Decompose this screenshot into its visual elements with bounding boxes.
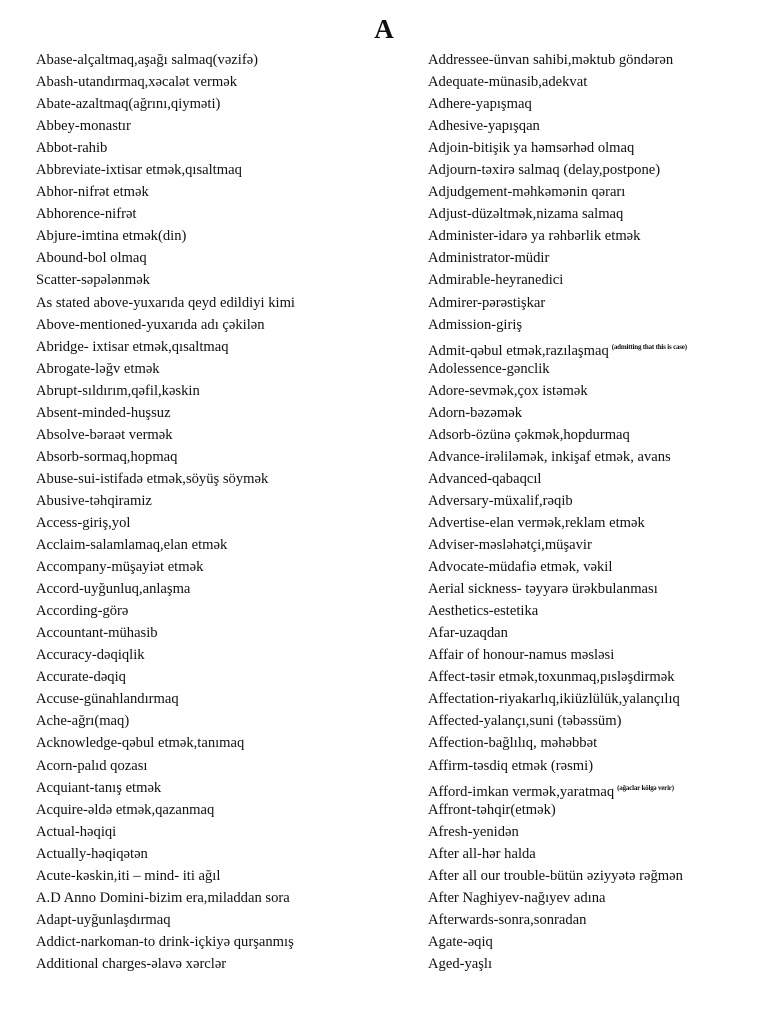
dictionary-entry <box>36 358 406 380</box>
entry-text: Admirable-heyranedici <box>428 272 564 289</box>
entry-text: Adjust-düzəltmək,nizama salmaq <box>428 206 624 223</box>
dictionary-entry <box>428 887 763 909</box>
entry-text: Afterwards-sonra,sonradan <box>428 911 587 928</box>
dictionary-entry <box>36 732 406 754</box>
entry-text: Adhere-yapışmaq <box>428 96 532 113</box>
entry-text: Adjourn-təxirə salmaq (delay,postpone) <box>428 162 661 179</box>
entry-text: Administrator-müdir <box>428 250 550 267</box>
dictionary-entry <box>36 953 406 975</box>
entry-text: Abound-bol olmaq <box>36 250 147 267</box>
entry-text: Accord-uyğunluq,anlaşma <box>36 581 191 598</box>
dictionary-entry <box>428 799 763 821</box>
dictionary-entry <box>428 777 763 799</box>
entry-text: Addict-narkoman-to drink-içkiyə qurşanmış <box>36 933 294 950</box>
dictionary-entry <box>428 755 763 777</box>
entry-text: Abridge- ixtisar etmək,qısaltmaq <box>36 338 229 355</box>
dictionary-entry <box>36 380 406 402</box>
dictionary-entry <box>428 225 763 247</box>
dictionary-entry <box>428 358 763 380</box>
dictionary-entry <box>428 953 763 975</box>
dictionary-entry <box>428 490 763 512</box>
dictionary-entry <box>428 666 763 688</box>
entry-text: Advertise-elan vermək,reklam etmək <box>428 514 645 531</box>
entry-text: After Naghiyev-nağıyev adına <box>428 889 606 906</box>
entry-text: Additional charges-əlavə xərclər <box>36 955 227 972</box>
entry-text: Above-mentioned-yuxarıda adı çəkilən <box>36 316 265 333</box>
dictionary-entry <box>428 269 763 291</box>
dictionary-entry <box>428 49 763 71</box>
entry-text: Abase-alçaltmaq,aşağı salmaq(vəzifə) <box>36 52 259 68</box>
dictionary-entry <box>36 909 406 931</box>
entry-text: Abuse-sui-istifadə etmək,söyüş söymək <box>36 470 269 487</box>
entry-text: Absolve-bəraət vermək <box>36 426 173 443</box>
entry-text: Advocate-müdafiə etmək, vəkil <box>428 559 613 576</box>
entry-text: Acute-kəskin,iti – mind- iti ağıl <box>36 867 221 884</box>
entry-text: Adviser-məsləhətçi,müşavir <box>428 537 592 554</box>
entry-text: Absent-minded-huşsuz <box>36 404 171 421</box>
entry-text: Abhorence-nifrət <box>36 206 137 223</box>
dictionary-entry <box>428 71 763 93</box>
entry-text: Aesthetics-estetika <box>428 603 539 620</box>
dictionary-entry <box>36 137 406 159</box>
dictionary-entry <box>36 49 406 71</box>
entry-text: Afresh-yenidən <box>428 823 519 840</box>
entry-text: Affect-təsir etmək,toxunmaq,pısləşdirmək <box>428 669 675 686</box>
dictionary-entry <box>428 468 763 490</box>
entry-text: Admission-giriş <box>428 316 523 333</box>
entry-text: Adolessence-gənclik <box>428 360 550 377</box>
entry-text: Afford-imkan vermək,yaratmaq <box>428 783 615 800</box>
dictionary-entry <box>36 292 406 314</box>
entry-text: Affectation-riyakarlıq,ikiüzlülük,yalançılıq <box>428 691 680 708</box>
entry-text: Acknowledge-qəbul etmək,tanımaq <box>36 735 245 752</box>
dictionary-entry <box>36 490 406 512</box>
dictionary-entry <box>36 710 406 732</box>
entry-text: Adjudgement-məhkəmənin qərarı <box>428 184 626 201</box>
entry-text: Affair of honour-namus məsləsi <box>428 647 615 664</box>
dictionary-entry <box>428 821 763 843</box>
dictionary-entry <box>428 688 763 710</box>
dictionary-entry <box>428 314 763 336</box>
entry-text: Absorb-sormaq,hopmaq <box>36 448 178 465</box>
dictionary-entry <box>36 578 406 600</box>
dictionary-entry <box>428 600 763 622</box>
entry-text: Scatter-səpələnmək <box>36 272 150 289</box>
entry-text: Admit-qəbul etmək,razılaşmaq <box>428 342 609 359</box>
entry-text: Adorn-bəzəmək <box>428 404 523 421</box>
dictionary-entry <box>428 336 763 358</box>
entry-text: Adore-sevmək,çox istəmək <box>428 382 588 399</box>
dictionary-entry <box>36 534 406 556</box>
entry-text: Abbey-monastır <box>36 118 131 135</box>
dictionary-entry <box>36 93 406 115</box>
dictionary-entry <box>428 578 763 600</box>
dictionary-entry <box>36 865 406 887</box>
entry-text: Actually-həqiqətən <box>36 845 148 862</box>
entry-text: Adhesive-yapışqan <box>428 118 540 135</box>
dictionary-entry <box>428 865 763 887</box>
entry-text: Addressee-ünvan sahibi,məktub göndərən <box>428 52 674 68</box>
entry-text: Afar-uzaqdan <box>428 625 508 642</box>
dictionary-entry <box>428 159 763 181</box>
dictionary-entry <box>428 931 763 953</box>
entry-text: Administer-idarə ya rəhbərlik etmək <box>428 228 641 245</box>
dictionary-entry <box>36 622 406 644</box>
entry-text: Accountant-mühasib <box>36 625 158 642</box>
entry-text: Affection-bağlılıq, məhəbbət <box>428 735 598 752</box>
entry-text: Accurate-dəqiq <box>36 669 126 686</box>
dictionary-entry <box>36 755 406 777</box>
dictionary-entry <box>428 644 763 666</box>
dictionary-entry <box>428 424 763 446</box>
entry-text: Abhor-nifrət etmək <box>36 184 149 201</box>
dictionary-entry <box>428 446 763 468</box>
dictionary-entry <box>36 225 406 247</box>
entry-text: Adversary-müxalif,rəqib <box>428 492 573 509</box>
dictionary-entry <box>36 931 406 953</box>
entry-text: Affected-yalançı,suni (təbəssüm) <box>428 713 622 730</box>
entry-text: Accuse-günahlandırmaq <box>36 691 179 708</box>
dictionary-entry <box>36 203 406 225</box>
entry-text: Adequate-münasib,adekvat <box>428 74 588 91</box>
entry-text: Admirer-pərəstişkar <box>428 294 546 311</box>
entry-text: Abrupt-sıldırım,qəfil,kəskin <box>36 382 200 399</box>
dictionary-entry <box>428 843 763 865</box>
dictionary-entry <box>428 93 763 115</box>
dictionary-entry <box>36 600 406 622</box>
entry-text: Abate-azaltmaq(ağrını,qiyməti) <box>36 96 221 113</box>
dictionary-entry <box>36 777 406 799</box>
dictionary-entry <box>36 688 406 710</box>
dictionary-entry <box>428 380 763 402</box>
entry-text: Acquire-əldə etmək,qazanmaq <box>36 801 215 818</box>
entry-text: A.D Anno Domini-bizim era,miladdan sora <box>36 889 290 906</box>
dictionary-entry <box>428 556 763 578</box>
dictionary-entry <box>36 181 406 203</box>
entry-text: Agate-əqiq <box>428 933 493 950</box>
entry-text: Acclaim-salamlamaq,elan etmək <box>36 537 228 554</box>
dictionary-entry <box>428 732 763 754</box>
entry-text: Ache-ağrı(maq) <box>36 713 130 730</box>
dictionary-entry <box>36 468 406 490</box>
entry-text: Abbot-rahib <box>36 140 108 157</box>
entry-text: Advance-irəliləmək, inkişaf etmək, avans <box>428 448 671 465</box>
left-column <box>36 49 406 975</box>
entry-text: Advanced-qabaqcıl <box>428 470 542 487</box>
dictionary-entry <box>428 292 763 314</box>
dictionary-entry <box>36 666 406 688</box>
entry-text: Actual-həqiqi <box>36 823 117 840</box>
entry-text: Adjoin-bitişik ya həmsərhəd olmaq <box>428 140 635 157</box>
dictionary-entry <box>36 424 406 446</box>
entry-text: Abbreviate-ixtisar etmək,qısaltmaq <box>36 162 242 179</box>
dictionary-entry <box>36 556 406 578</box>
dictionary-entry <box>428 203 763 225</box>
dictionary-entry <box>36 71 406 93</box>
entry-text: Aerial sickness- təyyarə ürəkbulanması <box>428 581 658 598</box>
entry-note: (admitting that this is case) <box>611 342 687 351</box>
entry-text: Adsorb-özünə çəkmək,hopdurmaq <box>428 426 630 443</box>
entry-text: Abash-utandırmaq,xəcalət vermək <box>36 74 237 91</box>
page-title: A <box>374 14 394 44</box>
entry-note: (ağaclar kölgə verir) <box>617 783 674 792</box>
entry-text: Abjure-imtina etmək(din) <box>36 228 187 245</box>
dictionary-entry <box>428 710 763 732</box>
dictionary-entry <box>428 622 763 644</box>
dictionary-entry <box>36 159 406 181</box>
entry-text: Affront-təhqir(etmək) <box>428 801 556 818</box>
entry-text: Access-giriş,yol <box>36 514 131 531</box>
entry-text: Affirm-təsdiq etmək (rəsmi) <box>428 757 594 774</box>
entry-text: After all our trouble-bütün əziyyətə rəğmən <box>428 867 683 884</box>
dictionary-entry <box>428 115 763 137</box>
entry-text: Abrogate-ləğv etmək <box>36 360 160 377</box>
dictionary-entry <box>36 644 406 666</box>
dictionary-entry <box>36 512 406 534</box>
dictionary-entry <box>428 181 763 203</box>
dictionary-entry <box>36 336 406 358</box>
entry-text: Aged-yaşlı <box>428 955 493 972</box>
dictionary-entry <box>36 402 406 424</box>
dictionary-entry <box>36 247 406 269</box>
entry-text: Accompany-müşayiət etmək <box>36 559 204 576</box>
dictionary-entry <box>428 512 763 534</box>
dictionary-entry <box>36 799 406 821</box>
dictionary-entry <box>36 314 406 336</box>
entry-text: Acquiant-tanış etmək <box>36 779 162 796</box>
dictionary-entry <box>36 115 406 137</box>
dictionary-entry <box>428 534 763 556</box>
dictionary-entry <box>36 446 406 468</box>
entry-text: Acorn-palıd qozası <box>36 757 148 774</box>
dictionary-entry <box>428 909 763 931</box>
dictionary-entry <box>428 247 763 269</box>
entry-text: According-görə <box>36 603 129 620</box>
entry-text: Accuracy-dəqiqlik <box>36 647 145 664</box>
dictionary-entry <box>36 843 406 865</box>
dictionary-entry <box>428 402 763 424</box>
dictionary-entry <box>36 269 406 291</box>
dictionary-entry <box>428 137 763 159</box>
entry-text: As stated above-yuxarıda qeyd edildiyi kimi <box>36 294 295 311</box>
dictionary-entry <box>36 887 406 909</box>
dictionary-entry <box>36 821 406 843</box>
entry-text: Abusive-təhqiramiz <box>36 492 152 509</box>
right-column <box>428 49 763 975</box>
entry-text: After all-hər halda <box>428 845 536 862</box>
entry-text: Adapt-uyğunlaşdırmaq <box>36 911 171 928</box>
